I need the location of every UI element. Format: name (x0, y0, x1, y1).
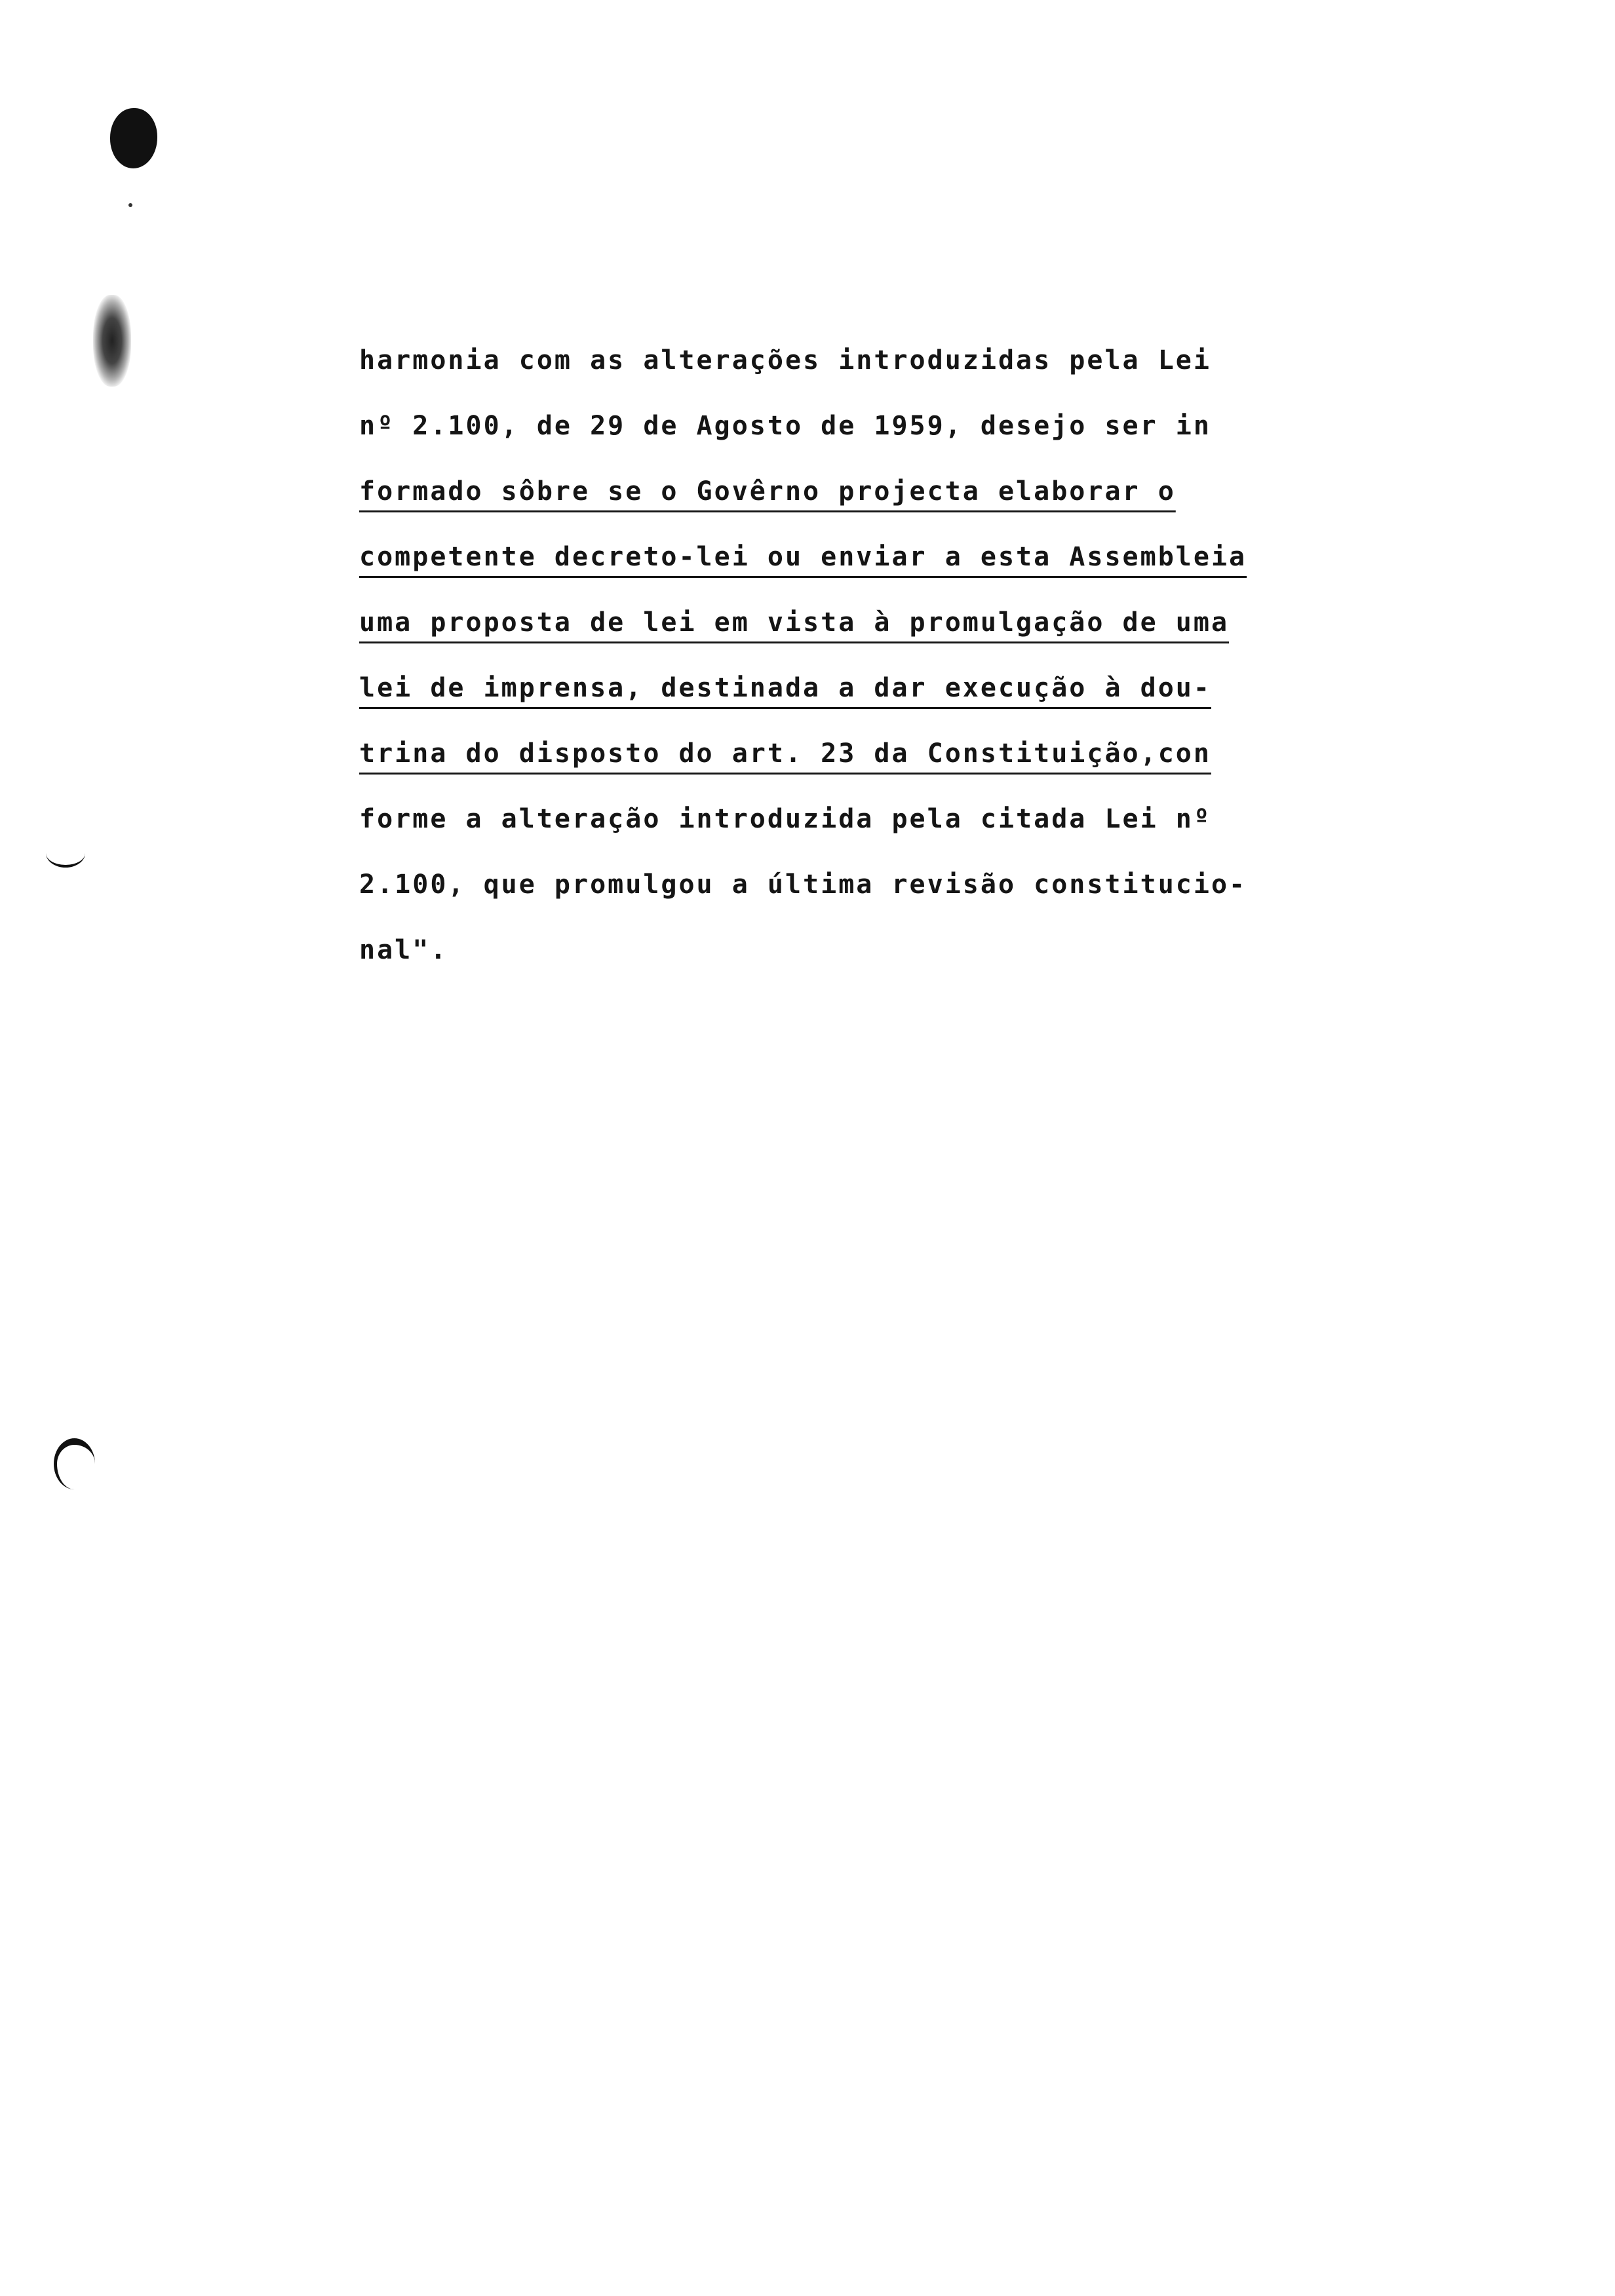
margin-arc-mark (46, 839, 85, 868)
typed-text-block (359, 328, 1342, 983)
text-line: nº 2.100, de 29 de Agosto de 1959, desejo ser in (359, 411, 1211, 441)
ink-dot (128, 203, 132, 207)
ink-smudge (93, 295, 131, 387)
text-line-underlined: competente decreto-lei ou enviar a esta Assembleia (359, 542, 1247, 572)
text-line-underlined: formado sôbre se o Govêrno projecta elaborar o (359, 476, 1176, 507)
text-line: harmonia com as alterações introduzidas pela Lei (359, 345, 1211, 375)
text-line: nal". (359, 935, 448, 965)
text-line-underlined: lei de imprensa, destinada a dar execução à dou- (359, 673, 1211, 703)
text-line-underlined: uma proposta de lei em vista à promulgação de uma (359, 607, 1230, 638)
text-line-underlined: trina do disposto do art. 23 da Constituição,con (359, 738, 1211, 769)
text-line: forme a alteração introduzida pela citada Lei nº (359, 804, 1211, 834)
text-line: 2.100, que promulgou a última revisão constitucio- (359, 870, 1247, 900)
punch-hole-mark (110, 108, 157, 168)
punch-hole-mark-lower (54, 1438, 95, 1489)
